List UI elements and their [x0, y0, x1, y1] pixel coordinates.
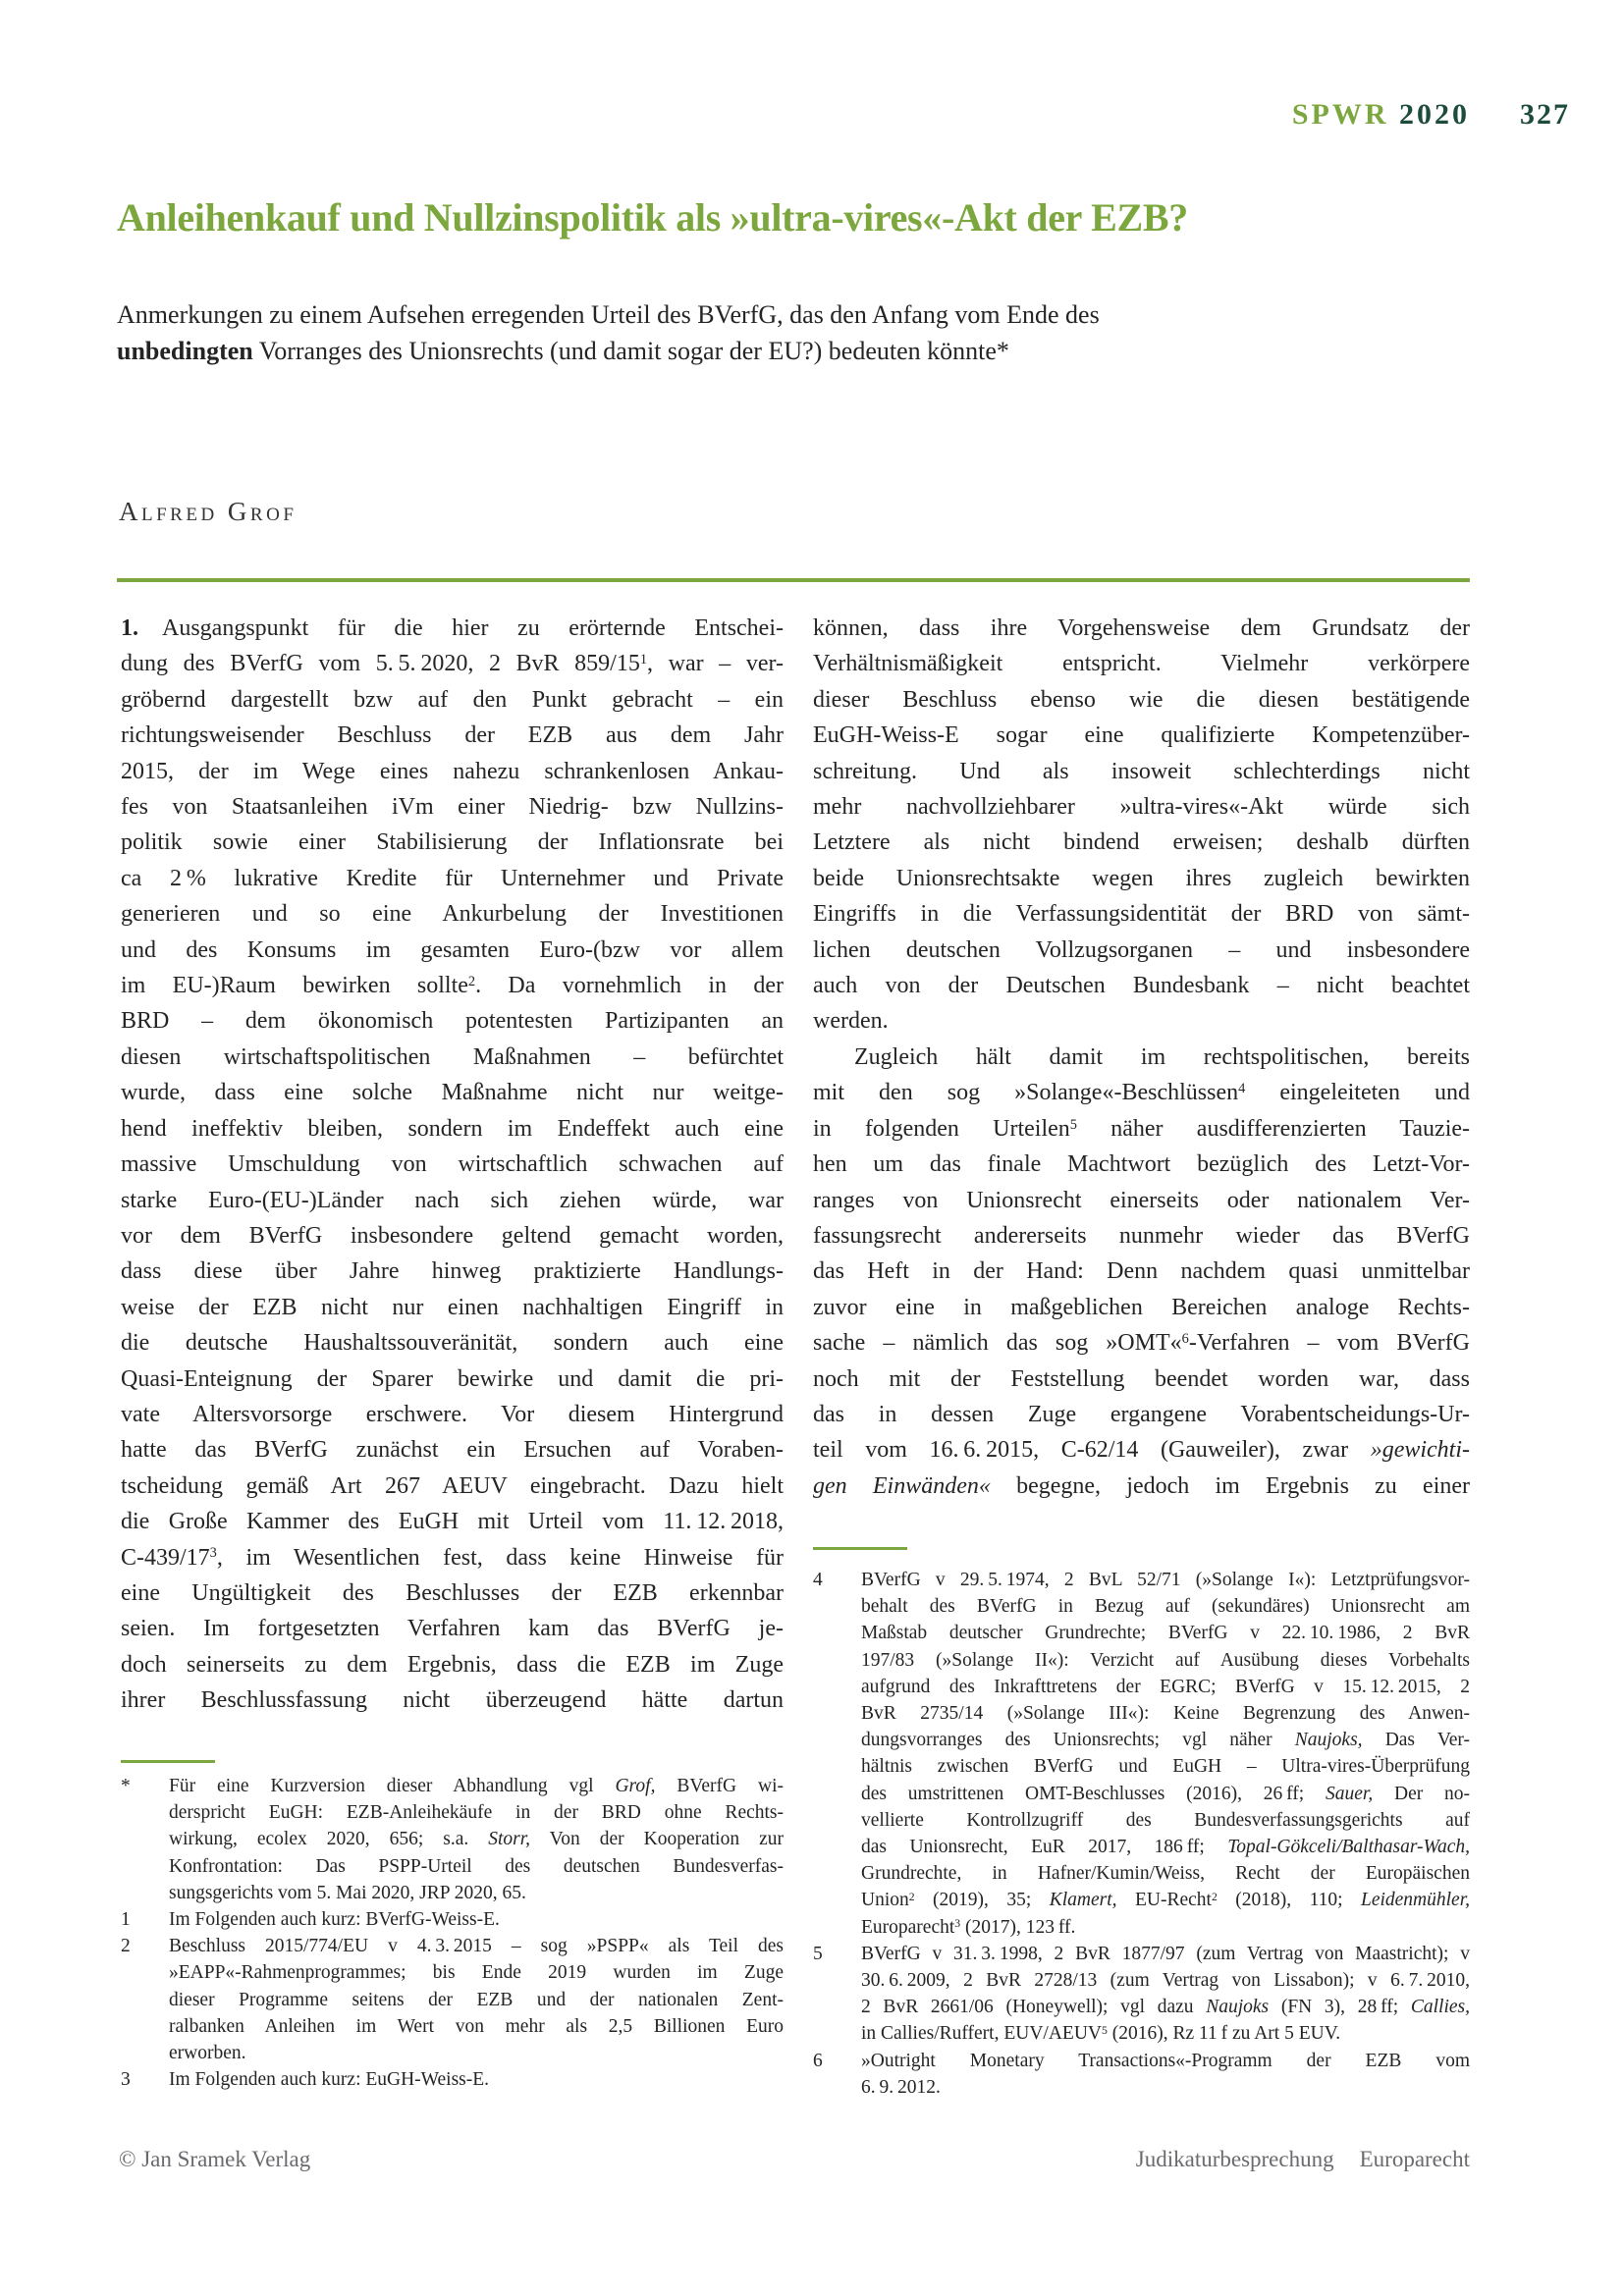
text-line: generieren und so eine Ankurbelung der Investitionen: [121, 901, 784, 928]
text-line: 2 BvR 2661/06 (Honeywell); vgl dazu Naujoks (FN 3), 28 ff; Callies,: [861, 1997, 1471, 2018]
footnote-text: [169, 2066, 784, 2093]
footnote-text: [861, 1567, 1470, 1941]
text-line: in Callies/Ruffert, EUV/AEUV$^5$ (2016), Rz 11 f zu Art 5 EUV.: [861, 2023, 1341, 2045]
text-line: Anmerkungen zu einem Aufsehen erregenden Urteil des BVerfG, das den Anfang vom Ende des: [117, 300, 1100, 329]
text-line: aufgrund des Inkrafttretens der EGRC; BVerfG v 15. 12. 2015, 2: [861, 1676, 1470, 1697]
text-line: eine Ungültigkeit des Beschlusses der EZB erkennbar: [121, 1579, 784, 1606]
text-line: hatte das BVerfG zunächst ein Ersuchen auf Voraben-: [121, 1437, 784, 1464]
text-line: 6. 9. 2012.: [861, 2076, 941, 2098]
footnote-text: [861, 2048, 1470, 2101]
footnote-marker: 2: [121, 1936, 131, 1957]
text-line: noch mit der Feststellung beendet worden war, dass: [813, 1365, 1470, 1392]
text-line: wirkung, ecolex 2020, 656; s.a. Storr, Von der Kooperation zur: [169, 1829, 784, 1850]
text-line: BvR 2735/14 (»Solange III«): Keine Begrenzung des Anwen-: [861, 1703, 1470, 1725]
footnote-marker: 3: [121, 2069, 131, 2091]
text-line: erworben.: [169, 2043, 246, 2064]
text-line: starke Euro-(EU-)Länder nach sich ziehen würde, war: [121, 1187, 784, 1213]
footnote-marker: *: [121, 1776, 131, 1796]
footnote-marker: 5: [813, 1943, 823, 1964]
text-line: teil vom 16. 6. 2015, C-62/14 (Gauweiler), zwar »gewichti-: [813, 1437, 1470, 1464]
text-line: diesen wirtschaftspolitischen Maßnahmen – befürchtet: [121, 1043, 784, 1070]
footnote: [121, 2066, 784, 2093]
text-line: Maßstab deutscher Grundrechte; BVerfG v 22. 10. 1986, 2 BvR: [861, 1623, 1470, 1644]
footnote-marker: 1: [121, 1909, 131, 1931]
author-name: Alfred Grof: [119, 497, 298, 526]
footnote: [813, 1567, 1470, 1941]
footnote-text: [169, 1773, 784, 1906]
text-line: »Outright Monetary Transactions«-Programm der EZB vom: [861, 2050, 1470, 2071]
footnote-marker: 6: [813, 2050, 823, 2071]
text-line: beide Unionsrechtsakte wegen ihres zugleich bewirkten: [813, 865, 1470, 891]
text-line: Letztere als nicht bindend erweisen; deshalb dürften: [813, 829, 1470, 856]
text-line: $C-439/17^3$, im Wesentlichen fest, dass keine Hinweise für: [121, 1544, 784, 1571]
text-line: in folgenden Urteilen$^5$ näher ausdifferenzierten Tauzie-: [813, 1115, 1471, 1142]
text-line: richtungsweisender Beschluss der EZB aus dem Jahr: [121, 722, 784, 749]
footnote-marker: 4: [813, 1570, 823, 1590]
text-line: dung des BVerfG vom 5. 5. 2020, 2 BvR $859/15^1$, war – ver-: [121, 651, 784, 677]
footnote: [121, 1773, 784, 1906]
text-line: Zugleich hält damit im rechtspolitischen, bereits: [854, 1043, 1470, 1070]
text-line: des umstrittenen OMT-Beschlusses (2016), 26 ff; Sauer, Der no-: [861, 1783, 1470, 1804]
footnotes-left: [121, 1773, 784, 2093]
text-line: BVerfG v 31. 3. 1998, 2 BvR 1877/97 (zum Vertrag von Maastricht); v: [861, 1943, 1470, 1964]
text-line: dieser Programme seitens der EZB und der nationalen Zent-: [169, 1989, 784, 2010]
text-line: werden.: [813, 1008, 889, 1035]
article-title: Anleihenkauf und Nullzinspolitik als »ultra-vires«-Akt der EZB?: [117, 195, 1188, 240]
footer-section: Judikaturbesprechung: [1135, 2147, 1334, 2171]
text-line: Union$^2$ (2019), 35; Klamert, EU-Recht$^2$ (2018), 110; Leidenmühler,: [861, 1890, 1471, 1911]
text-line: vate Altersvorsorge erschwere. Vor diesem Hintergrund: [121, 1401, 784, 1427]
text-line: auch von der Deutschen Bundesbank – nicht beachtet: [813, 973, 1470, 999]
text-line: behalt des BVerfG in Bezug auf (sekundäres) Unionsrecht am: [861, 1596, 1470, 1618]
text-line: sungsgerichts vom 5. Mai 2020, JRP 2020, 65.: [169, 1882, 526, 1903]
text-line: derspricht EuGH: EZB-Anleihekäufe in der BRD ohne Rechts-: [169, 1802, 784, 1824]
text-line: die Große Kammer des EuGH mit Urteil vom 11. 12. 2018,: [121, 1509, 784, 1535]
footer-category: Europarecht: [1359, 2147, 1470, 2171]
footnote-separator-right: [813, 1547, 907, 1550]
text-line: die deutsche Haushaltssouveränität, sondern auch eine: [121, 1330, 784, 1357]
text-line: seien. Im fortgesetzten Verfahren kam das BVerfG je-: [121, 1616, 784, 1642]
text-line: Europarecht$^3$ (2017), 123 ff.: [861, 1916, 1076, 1938]
journal-year: 2020: [1399, 98, 1470, 131]
text-line: BVerfG v 29. 5. 1974, 2 BvL 52/71 (»Solange I«): Letztprüfungsvor-: [861, 1570, 1470, 1590]
text-line: Verhältnismäßigkeit entspricht. Vielmehr verkörpere: [813, 651, 1470, 677]
text-line: doch seinerseits zu dem Ergebnis, dass die EZB im Zuge: [121, 1651, 784, 1678]
text-line: Im Folgenden auch kurz: EuGH-Weiss-E.: [169, 2069, 490, 2091]
footnote-text: [861, 1941, 1470, 2048]
text-line: dieser Beschluss ebenso wie die diesen bestätigende: [813, 686, 1470, 713]
text-line: weise der EZB nicht nur einen nachhaltigen Eingriff in: [121, 1294, 784, 1320]
text-line: Quasi-Enteignung der Sparer bewirke und damit die pri-: [121, 1365, 784, 1392]
body-column-left: [121, 611, 784, 1719]
text-line: mehr nachvollziehbarer »ultra-vires«-Akt würde sich: [813, 794, 1470, 821]
footer-copyright: © Jan Sramek Verlag: [119, 2147, 311, 2171]
text-line: das Heft in der Hand: Denn nachdem quasi unmittelbar: [813, 1258, 1470, 1285]
text-line: unbedingten Vorranges des Unionsrechts (und damit sogar der EU?) bedeuten könnte*: [117, 337, 1009, 365]
text-line: das Unionsrecht, EuR 2017, 186 ff; Topal-Gökceli/Balthasar-Wach,: [861, 1837, 1470, 1858]
text-line: schreitung. Und als insoweit schlechterdings nicht: [813, 758, 1470, 784]
text-line: und des Konsums im gesamten Euro-(bzw vor allem: [121, 936, 784, 963]
text-line: hen um das finale Machtwort bezüglich des Letzt-Vor-: [813, 1151, 1470, 1178]
text-line: sache – nämlich das sog »OMT«$^6$-Verfahren – vom BVerfG: [813, 1330, 1470, 1357]
text-line: wurde, dass eine solche Maßnahme nicht nur weitge-: [121, 1080, 784, 1106]
text-line: tscheidung gemäß Art 267 AEUV eingebracht. Dazu hielt: [121, 1472, 784, 1499]
text-line: BRD – dem ökonomisch potentesten Partizipanten an: [121, 1008, 784, 1035]
text-line: ralbanken Anleihen im Wert von mehr als 2,5 Billionen Euro: [169, 2015, 784, 2037]
text-line: Im Folgenden auch kurz: BVerfG-Weiss-E.: [169, 1909, 500, 1931]
text-line: gröbernd dargestellt bzw auf den Punkt gebracht – ein: [121, 686, 784, 713]
text-line: 1. Ausgangspunkt für die hier zu erörternde Entschei-: [121, 615, 784, 641]
text-line: ihrer Beschlussfassung nicht überzeugend hätte dartun: [121, 1687, 784, 1714]
footnote-separator-left: [121, 1760, 215, 1763]
journal-name: SPWR: [1291, 98, 1389, 131]
text-line: das in dessen Zuge ergangene Vorabentscheidungs-Ur-: [813, 1401, 1470, 1427]
text-line: Konfrontation: Das PSPP-Urteil des deutschen Bundesverfas-: [169, 1855, 784, 1877]
article-subtitle: [117, 296, 1413, 369]
footnote: [813, 2048, 1470, 2101]
text-line: dass diese über Jahre hinweg praktizierte Handlungs-: [121, 1258, 784, 1285]
text-line: Grundrechte, in Hafner/Kumin/Weiss, Recht der Europäischen: [861, 1863, 1470, 1885]
text-line: 197/83 (»Solange II«): Verzicht auf Ausübung dieses Vorbehalts: [861, 1649, 1470, 1671]
text-line: lichen deutschen Vollzugsorganen – und insbesondere: [813, 936, 1470, 963]
text-line: können, dass ihre Vorgehensweise dem Grundsatz der: [813, 615, 1470, 641]
journal-header: [117, 98, 1470, 132]
text-line: »EAPP«-Rahmenprogrammes; bis Ende 2019 wurden im Zuge: [169, 1962, 784, 1984]
footnote-text: [169, 1933, 784, 2066]
text-line: ranges von Unionsrecht einerseits oder nationalem Ver-: [813, 1187, 1470, 1213]
footnote: [121, 1906, 784, 1933]
footnote: [813, 1941, 1470, 2048]
footnote-text: [169, 1906, 784, 1933]
text-line: dungsvorranges des Unionsrechts; vgl näher Naujoks, Das Ver-: [861, 1730, 1470, 1751]
text-line: politik sowie einer Stabilisierung der Inflationsrate bei: [121, 829, 784, 856]
text-line: massive Umschuldung von wirtschaftlich schwachen auf: [121, 1151, 784, 1178]
footnote: [121, 1933, 784, 2066]
text-line: mit den sog »Solange«-Beschlüssen$^4$ eingeleiteten und: [813, 1080, 1470, 1106]
footer-right: [117, 2146, 1470, 2173]
text-line: fassungsrecht andererseits nunmehr wieder das BVerfG: [813, 1222, 1470, 1249]
text-line: EuGH-Weiss-E sogar eine qualifizierte Kompetenzüber-: [813, 722, 1470, 749]
text-line: Für eine Kurzversion dieser Abhandlung vgl Grof, BVerfG wi-: [169, 1776, 784, 1796]
text-line: Eingriffs in die Verfassungsidentität der BRD von sämt-: [813, 901, 1470, 928]
text-line: hend ineffektiv bleiben, sondern im Endeffekt auch eine: [121, 1115, 784, 1142]
footnotes-right: [813, 1567, 1470, 2101]
text-line: vellierte Kontrollzugriff des Bundesverfassungsgerichts auf: [861, 1809, 1470, 1831]
text-line: zuvor eine in maßgeblichen Bereichen analoge Rechts-: [813, 1294, 1470, 1320]
text-line: Beschluss 2015/774/EU v 4. 3. 2015 – sog »PSPP« als Teil des: [169, 1936, 784, 1957]
text-line: hältnis zwischen BVerfG und EuGH – Ultra-vires-Überprüfung: [861, 1756, 1470, 1778]
title-rule: [117, 578, 1470, 582]
text-line: ca 2 % lukrative Kredite für Unternehmer und Private: [121, 865, 784, 891]
body-column-right: [813, 611, 1470, 1504]
text-line: 30. 6. 2009, 2 BvR 2728/13 (zum Vertrag von Lissabon); v 6. 7. 2010,: [861, 1970, 1470, 1992]
text-line: fes von Staatsanleihen iVm einer Niedrig- bzw Nullzins-: [121, 794, 784, 821]
text-line: im EU-)Raum bewirken sollte$^2$. Da vornehmlich in der: [121, 973, 784, 999]
text-line: vor dem BVerfG insbesondere geltend gemacht worden,: [121, 1222, 784, 1249]
page-number: 327: [1520, 98, 1570, 131]
text-line: gen Einwänden« begegne, jedoch im Ergebnis zu einer: [813, 1472, 1471, 1499]
text-line: 2015, der im Wege eines nahezu schrankenlosen Ankau-: [121, 758, 784, 784]
